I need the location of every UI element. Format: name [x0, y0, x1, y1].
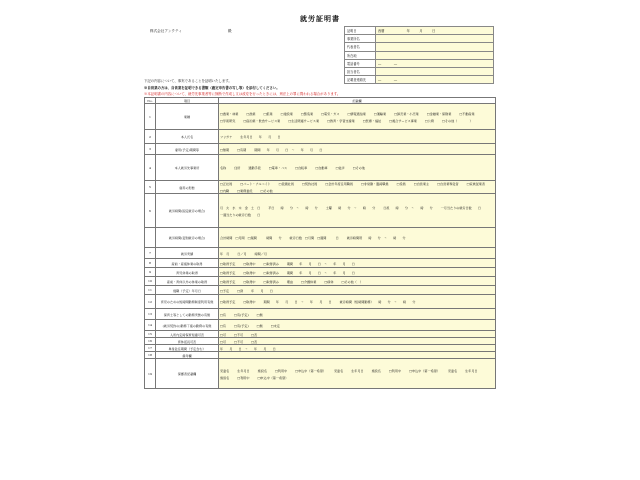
field-option[interactable]: □その他: [260, 189, 273, 193]
field-option[interactable]: □取得予定: [220, 261, 236, 266]
addressee-honorific: 殿: [228, 29, 232, 33]
row-item-label: 就労時間(固定就労の場合): [156, 194, 219, 228]
row-item-label: 産前・育休以外の休業の取得: [156, 277, 219, 286]
row-item-label: 入所内定時保育短縮可否: [156, 331, 219, 338]
table-row: [145, 338, 496, 345]
field-option[interactable]: 児童名: [447, 368, 458, 373]
row-number: 3: [145, 144, 156, 155]
signatory-table: [344, 26, 494, 84]
row-item-label: (就労契約の)勤務了後の勤務の有無: [156, 320, 219, 331]
row-item-label: 雇用の形態: [156, 181, 219, 194]
field-option[interactable]: □漁業: [246, 111, 256, 116]
self-employed-note: ※自営業の方は、自営業を証明できる書類（確定申告書の写し等）を添付してください。: [144, 86, 280, 90]
row-content-field[interactable]: [219, 181, 496, 194]
table-row: [145, 277, 496, 286]
table-row: [145, 331, 496, 338]
field-option[interactable]: □取得済み: [263, 279, 279, 284]
row-item-label: 保護者記載欄: [156, 359, 219, 389]
field-option[interactable]: 年 月 日 ～ 年 月 日: [220, 346, 276, 351]
field-option[interactable]: □有: [220, 323, 227, 328]
table-row: [145, 144, 496, 155]
field-option[interactable]: 生年月日: [351, 368, 364, 373]
field-option[interactable]: □有: [220, 312, 227, 317]
row-number: 1: [145, 104, 156, 130]
field-option[interactable]: □可: [220, 332, 227, 337]
row-item-label: 備考欄: [156, 352, 219, 359]
field-option[interactable]: 児童名: [220, 368, 230, 373]
row-content-field[interactable]: [219, 309, 496, 320]
row-number: 12: [145, 295, 156, 309]
signatory-value-field[interactable]: [376, 35, 494, 43]
field-option[interactable]: □利用中: [274, 368, 288, 373]
row-item-label: 就労実績: [156, 248, 219, 259]
document-title: 就労証明書: [300, 14, 340, 23]
field-option[interactable]: □無: [256, 312, 263, 317]
field-option[interactable]: 就労時間帯 時 分 ～ 時 分: [346, 236, 406, 240]
field-option[interactable]: □介護休業: [301, 279, 317, 284]
table-row: [145, 359, 496, 389]
field-option[interactable]: □業務委託: [237, 189, 253, 193]
signatory-value-field[interactable]: [376, 67, 494, 75]
row-item-label: 産前・産後休業の取得: [156, 259, 219, 268]
field-option[interactable]: □情報通信業: [347, 111, 366, 116]
field-option[interactable]: □内職: [220, 189, 230, 193]
signatory-row: [345, 51, 494, 59]
field-option[interactable]: □無期: [220, 147, 230, 152]
table-row: [145, 194, 496, 228]
field-option[interactable]: □自営業主: [413, 182, 430, 186]
field-option[interactable]: 年 月: [220, 251, 230, 256]
warning-note: ※本証明書の内容について、就労先事業者等に無断で作成し又は改変を行ったときには、刑法上の罪に問われる場合があります。: [144, 92, 341, 96]
field-option[interactable]: □病休: [324, 279, 334, 284]
row-number: 16: [145, 338, 156, 345]
field-option[interactable]: □申込中（第一希望）: [409, 368, 440, 373]
field-option[interactable]: □有(予定): [234, 312, 249, 317]
field-option[interactable]: □有(予定): [234, 323, 249, 328]
table-row: [145, 228, 496, 248]
field-option[interactable]: フリガナ: [220, 135, 233, 139]
row-content-field[interactable]: [219, 359, 496, 389]
row-number: 18: [145, 352, 156, 359]
row-number: [145, 228, 156, 248]
signatory-value-field[interactable]: ― ―: [376, 59, 494, 67]
field-option[interactable]: □取得済み: [263, 261, 279, 266]
field-option[interactable]: □自営業専従者: [437, 182, 459, 186]
table-row: [145, 248, 496, 259]
signatory-label: 記載者連絡先: [345, 76, 376, 84]
addressee-company: 株式会社アンクティ: [150, 29, 182, 33]
signatory-value-field[interactable]: ― ―: [376, 76, 494, 84]
field-option[interactable]: □未定: [270, 323, 280, 328]
field-option[interactable]: □申込中（第一希望）: [257, 375, 289, 380]
field-option[interactable]: □済: [237, 288, 244, 293]
row-item-label: 就労時間(変則就労の場合): [156, 228, 219, 248]
field-option[interactable]: □その他: [352, 166, 365, 170]
row-content-field[interactable]: [219, 320, 496, 331]
field-option[interactable]: □取得予定: [220, 270, 236, 275]
signatory-value-field[interactable]: 西暦 年 月 日: [376, 27, 494, 35]
field-option[interactable]: □農業・林業: [220, 111, 239, 116]
row-content-field[interactable]: [219, 338, 496, 345]
addressee: [150, 29, 232, 34]
table-row: [145, 104, 496, 130]
field-option[interactable]: □役員: [396, 182, 406, 186]
field-option[interactable]: □卸売業・小売業: [394, 111, 419, 116]
row-content-field[interactable]: [219, 268, 496, 277]
field-option[interactable]: 生年月日 年 月 日: [240, 135, 281, 139]
field-option[interactable]: 一月当たりの就労日数 日: [440, 205, 481, 210]
signatory-value-field[interactable]: [376, 43, 494, 51]
row-content-field[interactable]: [219, 248, 496, 259]
signatory-label: 事業所名: [345, 35, 376, 43]
field-option[interactable]: □利用中: [237, 375, 250, 380]
signatory-label: 電話番号: [345, 59, 376, 67]
field-option[interactable]: □宿泊業・飲食サービス業: [243, 118, 281, 123]
field-option[interactable]: 施設名: [257, 368, 267, 373]
field-option[interactable]: □運輸業: [373, 111, 387, 116]
field-option[interactable]: □電気・ガス: [321, 111, 340, 116]
row-number: 13: [145, 309, 156, 320]
field-option[interactable]: □取得中: [243, 261, 256, 266]
field-option[interactable]: 就労日数 □月間 □週間 日: [289, 236, 339, 240]
row-content-field[interactable]: [219, 352, 496, 359]
field-option[interactable]: □取得中: [243, 300, 256, 304]
row-item-label: 本人就労先事業所: [156, 155, 219, 181]
field-option[interactable]: □家族従業者: [466, 182, 485, 186]
field-option[interactable]: □電車・バス: [268, 166, 288, 170]
field-option[interactable]: 一週当たりの就労日数 日: [220, 212, 261, 217]
field-option[interactable]: 生年月日: [237, 368, 250, 373]
field-option[interactable]: □有期: [237, 147, 247, 152]
field-option[interactable]: □自動車: [315, 166, 328, 170]
field-option[interactable]: □会計年度任用職員: [325, 182, 353, 186]
field-option[interactable]: □正社員: [220, 182, 233, 186]
field-option[interactable]: 期間 年 月 日 ～ 年 月 日: [263, 300, 332, 304]
row-number: 14: [145, 320, 156, 331]
field-option[interactable]: □その他（ ）: [341, 279, 363, 284]
field-option[interactable]: □申込中（第一希望）: [295, 368, 326, 373]
field-option[interactable]: 児童名: [333, 368, 344, 373]
field-option[interactable]: 理由: [286, 279, 294, 284]
field-option[interactable]: 日／月: [237, 251, 247, 256]
field-option[interactable]: □製造業: [300, 111, 314, 116]
table-row: [145, 130, 496, 144]
row-content-field[interactable]: [219, 194, 496, 228]
employment-table: [144, 97, 496, 389]
row-content-field[interactable]: [219, 259, 496, 268]
row-content-field[interactable]: [219, 331, 496, 338]
row-content-field[interactable]: [219, 130, 496, 144]
table-row: [145, 295, 496, 309]
field-option[interactable]: □取得予定: [220, 300, 236, 304]
row-content-field[interactable]: [219, 295, 496, 309]
row-item-label: 単身赴任期間（予定含む）: [156, 345, 219, 352]
field-option[interactable]: 期間 年 月 日 ～ 年 月 日: [286, 261, 355, 266]
signatory-label: 所在地: [345, 51, 376, 59]
table-row: [145, 181, 496, 194]
field-option[interactable]: 月 火 水 木 金 土 日: [220, 205, 261, 210]
field-option[interactable]: □可: [220, 339, 227, 344]
field-option[interactable]: 期間 年 月 日 ～ 年 月 日: [286, 270, 355, 275]
table-row: [145, 320, 496, 331]
signatory-row: [345, 35, 494, 43]
field-option[interactable]: □取得予定: [220, 279, 236, 284]
field-option[interactable]: 期間 年 月 日 ～ 年 月 日: [254, 147, 323, 152]
field-option[interactable]: □その他（ ）: [441, 118, 473, 123]
field-option[interactable]: □建設業: [280, 111, 293, 116]
row-number: 8: [145, 259, 156, 268]
field-option[interactable]: □予定: [220, 288, 230, 293]
table-row: [145, 268, 496, 277]
signatory-label: 代表者名: [345, 43, 376, 51]
field-option[interactable]: □否: [251, 339, 258, 344]
field-option[interactable]: 生年月日: [465, 368, 478, 373]
field-option[interactable]: □教育・学習支援業: [327, 118, 355, 123]
signatory-row: [345, 27, 494, 35]
row-item-label: 業種: [156, 104, 219, 130]
field-option[interactable]: □取得中: [243, 270, 256, 275]
signatory-value-field[interactable]: [376, 51, 494, 59]
row-item-label: 本人氏名: [156, 130, 219, 144]
table-row: [145, 286, 496, 295]
field-option[interactable]: □利用中: [388, 368, 402, 373]
signatory-row: [345, 59, 494, 67]
field-option[interactable]: □公務: [424, 118, 434, 123]
field-option[interactable]: □不動産業: [459, 111, 475, 116]
field-option[interactable]: 年 月 日: [251, 288, 273, 293]
field-option[interactable]: □パート・アルバイト: [240, 182, 271, 186]
signatory-row: [345, 76, 494, 84]
row-content-field[interactable]: [219, 144, 496, 155]
header-content: 記載欄: [219, 98, 496, 104]
table-row: [145, 259, 496, 268]
field-option[interactable]: 施設名: [220, 375, 230, 380]
row-content-field[interactable]: [219, 277, 496, 286]
field-option[interactable]: □金融業・保険業: [426, 111, 452, 116]
row-number: 5: [145, 181, 156, 194]
signatory-label: 証明日: [345, 27, 376, 35]
field-option[interactable]: □複合サービス事業: [389, 118, 417, 123]
field-option[interactable]: 土曜 時 分 ～ 時 分: [325, 205, 376, 210]
header-item: 項目: [156, 98, 219, 104]
table-row: [145, 345, 496, 352]
field-option[interactable]: 通勤手段: [248, 166, 261, 170]
row-number: 2: [145, 130, 156, 144]
signatory-row: [345, 43, 494, 51]
header-no: No.: [145, 98, 156, 104]
signatory-row: [345, 67, 494, 75]
field-option[interactable]: □取得中: [243, 279, 256, 284]
row-content-field[interactable]: [219, 104, 496, 130]
row-item-label: 育児休業の取得: [156, 268, 219, 277]
field-option[interactable]: □不可: [234, 339, 244, 344]
row-number: 4: [145, 155, 156, 181]
field-option[interactable]: □取得済み: [263, 270, 279, 275]
field-option[interactable]: 住所: [234, 166, 241, 170]
field-option[interactable]: □派遣社員: [278, 182, 294, 186]
row-number: 15: [145, 331, 156, 338]
row-item-label: 保育士等としての勤務実態の有無: [156, 309, 219, 320]
field-option[interactable]: 日祝 時 分 ～ 時 分: [383, 205, 433, 210]
row-content-field[interactable]: [219, 228, 496, 248]
row-content-field[interactable]: [219, 286, 496, 295]
row-number: 17: [145, 345, 156, 352]
field-option[interactable]: □自転車: [295, 166, 308, 170]
row-item-label: 雇用(予定)期間等: [156, 144, 219, 155]
field-option[interactable]: □非常勤・臨時職員: [360, 182, 389, 186]
field-option[interactable]: □鉱業: [263, 111, 273, 116]
field-option[interactable]: □医療・福祉: [362, 118, 382, 123]
row-number: 7: [145, 248, 156, 259]
field-option[interactable]: 時間／月: [254, 251, 267, 256]
field-option[interactable]: 合計時間 □月間 □週間 時間 分: [220, 236, 282, 240]
field-option[interactable]: 平日 時 分 ～ 時 分: [268, 205, 318, 210]
field-option[interactable]: □学術研究: [220, 118, 236, 123]
row-content-field[interactable]: [219, 345, 496, 352]
field-option[interactable]: □不可: [234, 332, 244, 337]
row-content-field[interactable]: [219, 155, 496, 181]
row-number: 19: [145, 359, 156, 389]
row-item-label: 育児のための短時間勤務制度利用有無: [156, 295, 219, 309]
field-option[interactable]: □無: [256, 323, 263, 328]
field-option[interactable]: 名称: [220, 166, 227, 170]
table-row: [145, 155, 496, 181]
row-item-label: 復職（予定）年月日: [156, 286, 219, 295]
table-row: [145, 309, 496, 320]
row-item-label: 育休延長可否: [156, 338, 219, 345]
field-option[interactable]: 就労時間（短時間勤務） 時 分 ～ 時 分: [339, 300, 416, 304]
field-option[interactable]: □否: [251, 332, 258, 337]
signatory-label: 担当者名: [345, 67, 376, 75]
field-option[interactable]: □徒歩: [335, 166, 345, 170]
row-number: 6: [145, 194, 156, 228]
row-number: 10: [145, 277, 156, 286]
row-number: 9: [145, 268, 156, 277]
certification-note: 下記の内容について、事実であることを証明いたします。: [144, 79, 232, 83]
field-option[interactable]: □生活関連サービス業: [288, 118, 320, 123]
row-number: 11: [145, 286, 156, 295]
table-row: [145, 352, 496, 359]
field-option[interactable]: □契約社員: [301, 182, 318, 186]
field-option[interactable]: 施設名: [371, 368, 381, 373]
